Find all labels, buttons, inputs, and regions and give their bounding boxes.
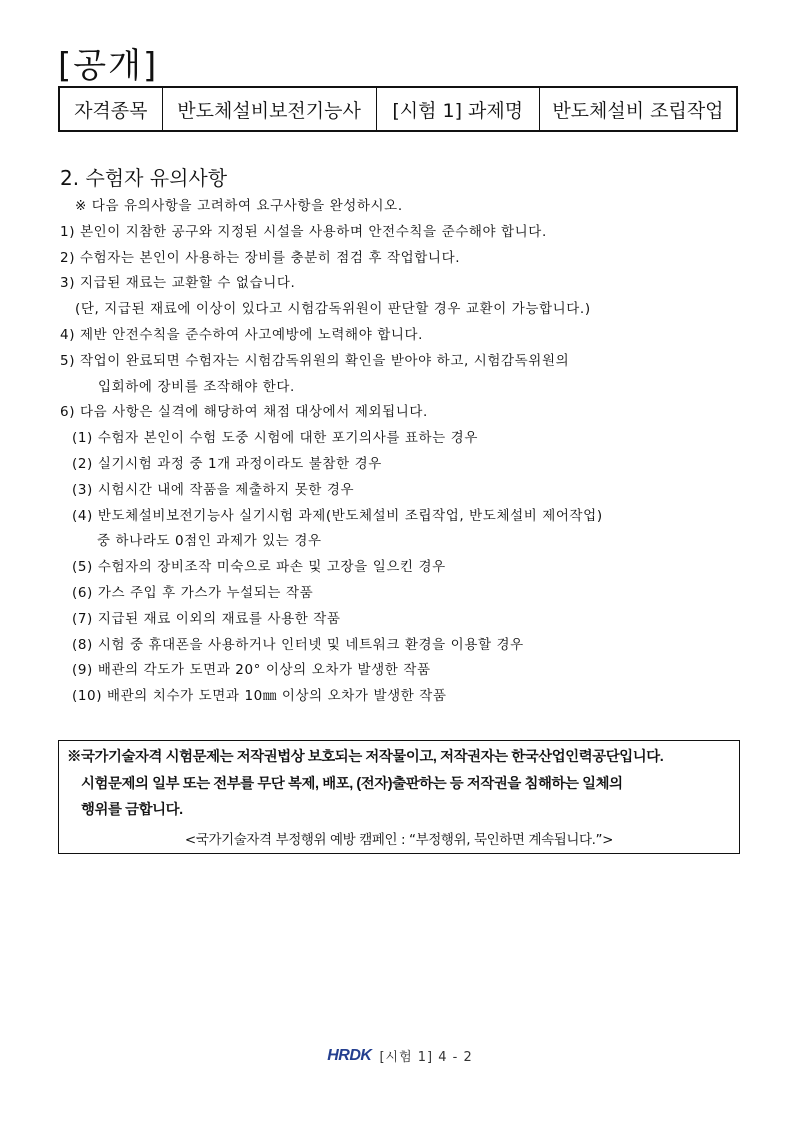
disqualification-item: (9) 배관의 각도가 도면과 20° 이상의 오차가 발생한 작품	[72, 662, 431, 679]
notice-line: 행위를 금합니다.	[81, 802, 183, 818]
disqualification-item: (8) 시험 중 휴대폰을 사용하거나 인터넷 및 네트워크 환경을 이용할 경우	[72, 636, 524, 653]
section-title: 2. 수험자 유의사항	[60, 166, 228, 190]
instruction-line: 입회하에 장비를 조작해야 한다.	[98, 378, 295, 395]
instruction-line: 4) 제반 안전수칙을 준수하여 사고예방에 노력해야 합니다.	[60, 326, 424, 343]
public-badge: [공개]	[58, 46, 159, 86]
header-table	[58, 86, 738, 132]
disqualification-item: (7) 지급된 재료 이외의 재료를 사용한 작품	[72, 610, 341, 627]
disqualification-item: (10) 배관의 치수가 도면과 10㎜ 이상의 오차가 발생한 작품	[72, 688, 447, 705]
instruction-line: 5) 작업이 완료되면 수험자는 시험감독위원의 확인을 받아야 하고, 시험감독위원의	[60, 352, 570, 369]
instruction-line: (단, 지급된 재료에 이상이 있다고 시험감독위원이 판단할 경우 교환이 가능합니다.)	[75, 301, 591, 318]
copyright-notice	[58, 740, 740, 854]
disqualification-item: 중 하나라도 0점인 과제가 있는 경우	[97, 533, 322, 550]
page-footer	[0, 1046, 800, 1065]
instruction-line: 1) 본인이 지참한 공구와 지정된 시설을 사용하며 안전수칙을 준수해야 합니다.	[60, 223, 547, 240]
instruction-line: 6) 다음 사항은 실격에 해당하여 채점 대상에서 제외됩니다.	[60, 404, 428, 421]
disqualification-item: (3) 시험시간 내에 작품을 제출하지 못한 경우	[72, 481, 355, 498]
disqualification-item: (2) 실기시험 과정 중 1개 과정이라도 불참한 경우	[72, 455, 382, 472]
instructions-list	[60, 194, 750, 710]
notice-line: ※국가기술자격 시험문제는 저작권법상 보호되는 저작물이고, 저작권자는 한국산업인력공단입니다.	[67, 749, 664, 765]
instruction-line: ※ 다음 유의사항을 고려하여 요구사항을 완성하시오.	[75, 198, 403, 214]
disqualification-item: (4) 반도체설비보전기능사 실기시험 과제(반도체설비 조립작업, 반도체설비 제어작업)	[72, 507, 603, 524]
instruction-line: 2) 수험자는 본인이 사용하는 장비를 충분히 점검 후 작업합니다.	[60, 249, 461, 266]
header-label-task: [시험 1] 과제명	[377, 88, 540, 130]
page-number: [시험 1] 4 - 2	[379, 1050, 473, 1065]
disqualification-item: (6) 가스 주입 후 가스가 누설되는 작품	[72, 584, 314, 601]
disqualification-item: (1) 수험자 본인이 수험 도중 시험에 대한 포기의사를 표하는 경우	[72, 430, 478, 447]
hrdk-logo: HRDK	[327, 1046, 372, 1064]
header-value-qualification: 반도체설비보전기능사	[163, 88, 377, 130]
instruction-line: 3) 지급된 재료는 교환할 수 없습니다.	[60, 275, 296, 292]
notice-line: 시험문제의 일부 또는 전부를 무단 복제, 배포, (전자)출판하는 등 저작권을 침해하는 일체의	[81, 776, 623, 792]
header-label-qualification: 자격종목	[60, 88, 163, 130]
header-value-task: 반도체설비 조립작업	[552, 99, 724, 122]
disqualification-item: (5) 수험자의 장비조작 미숙으로 파손 및 고장을 일으킨 경우	[72, 559, 446, 576]
campaign-slogan: <국가기술자격 부정행위 예방 캠페인 : “부정행위, 묵인하면 계속됩니다.”>	[184, 832, 614, 848]
